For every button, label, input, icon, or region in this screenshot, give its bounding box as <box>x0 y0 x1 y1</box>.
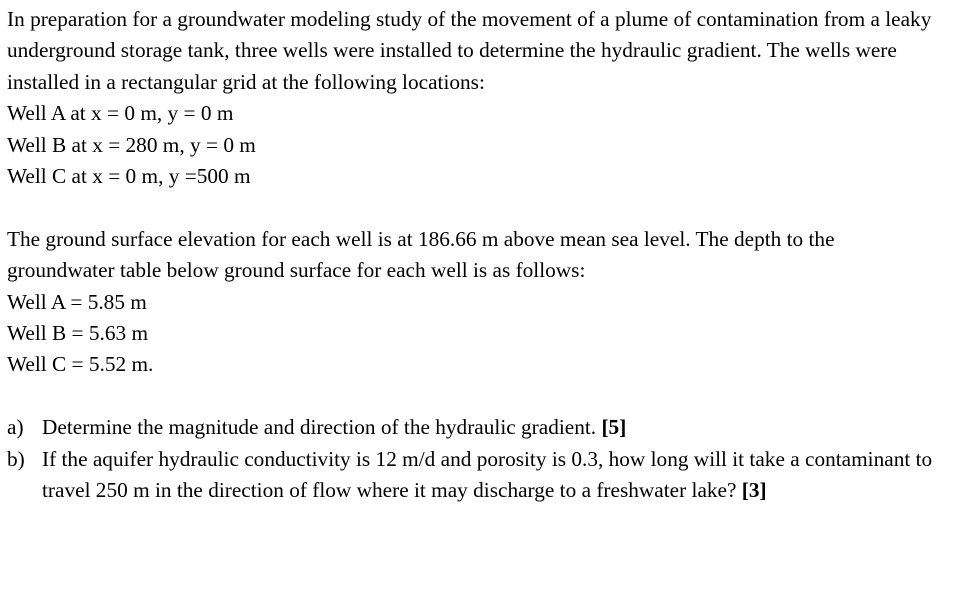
well-location-b: Well B at x = 280 m, y = 0 m <box>7 132 256 157</box>
blank-line <box>7 381 947 412</box>
questions-list <box>7 412 947 506</box>
well-location-c: Well C at x = 0 m, y =500 m <box>7 164 251 189</box>
elevation-paragraph: The ground surface elevation for each well is at 186.66 m above mean sea level. The depth to the groundwater table below ground surface for each well is as follows: <box>7 226 835 283</box>
question-text: If the aquifer hydraulic conductivity is 12 m/d and porosity is 0.3, how long will it take a contaminant to travel 250 m in the direction of flow where it may discharge to a freshwater lake? <box>42 446 933 503</box>
question-marks: [3] <box>741 478 767 503</box>
well-location-a: Well A at x = 0 m, y = 0 m <box>7 101 234 126</box>
well-depth-b: Well B = 5.63 m <box>7 321 149 346</box>
blank-line <box>7 192 947 223</box>
question-label: b) <box>7 446 25 471</box>
well-depth-c: Well C = 5.52 m. <box>7 352 154 377</box>
well-depths-list <box>7 287 947 381</box>
question-a <box>7 412 947 443</box>
question-text: Determine the magnitude and direction of the hydraulic gradient. <box>42 415 602 440</box>
well-depth-a: Well A = 5.85 m <box>7 289 147 314</box>
problem-document <box>7 4 947 506</box>
question-b <box>7 444 947 507</box>
intro-paragraph: In preparation for a groundwater modeling study of the movement of a plume of contamination from a leaky underground storage tank, three wells were installed to determine the hydraulic gradient. The wells were installed in a rectangular grid at the following locations: <box>7 7 932 94</box>
question-label: a) <box>7 415 24 440</box>
question-marks: [5] <box>601 415 627 440</box>
well-locations-list <box>7 98 947 192</box>
